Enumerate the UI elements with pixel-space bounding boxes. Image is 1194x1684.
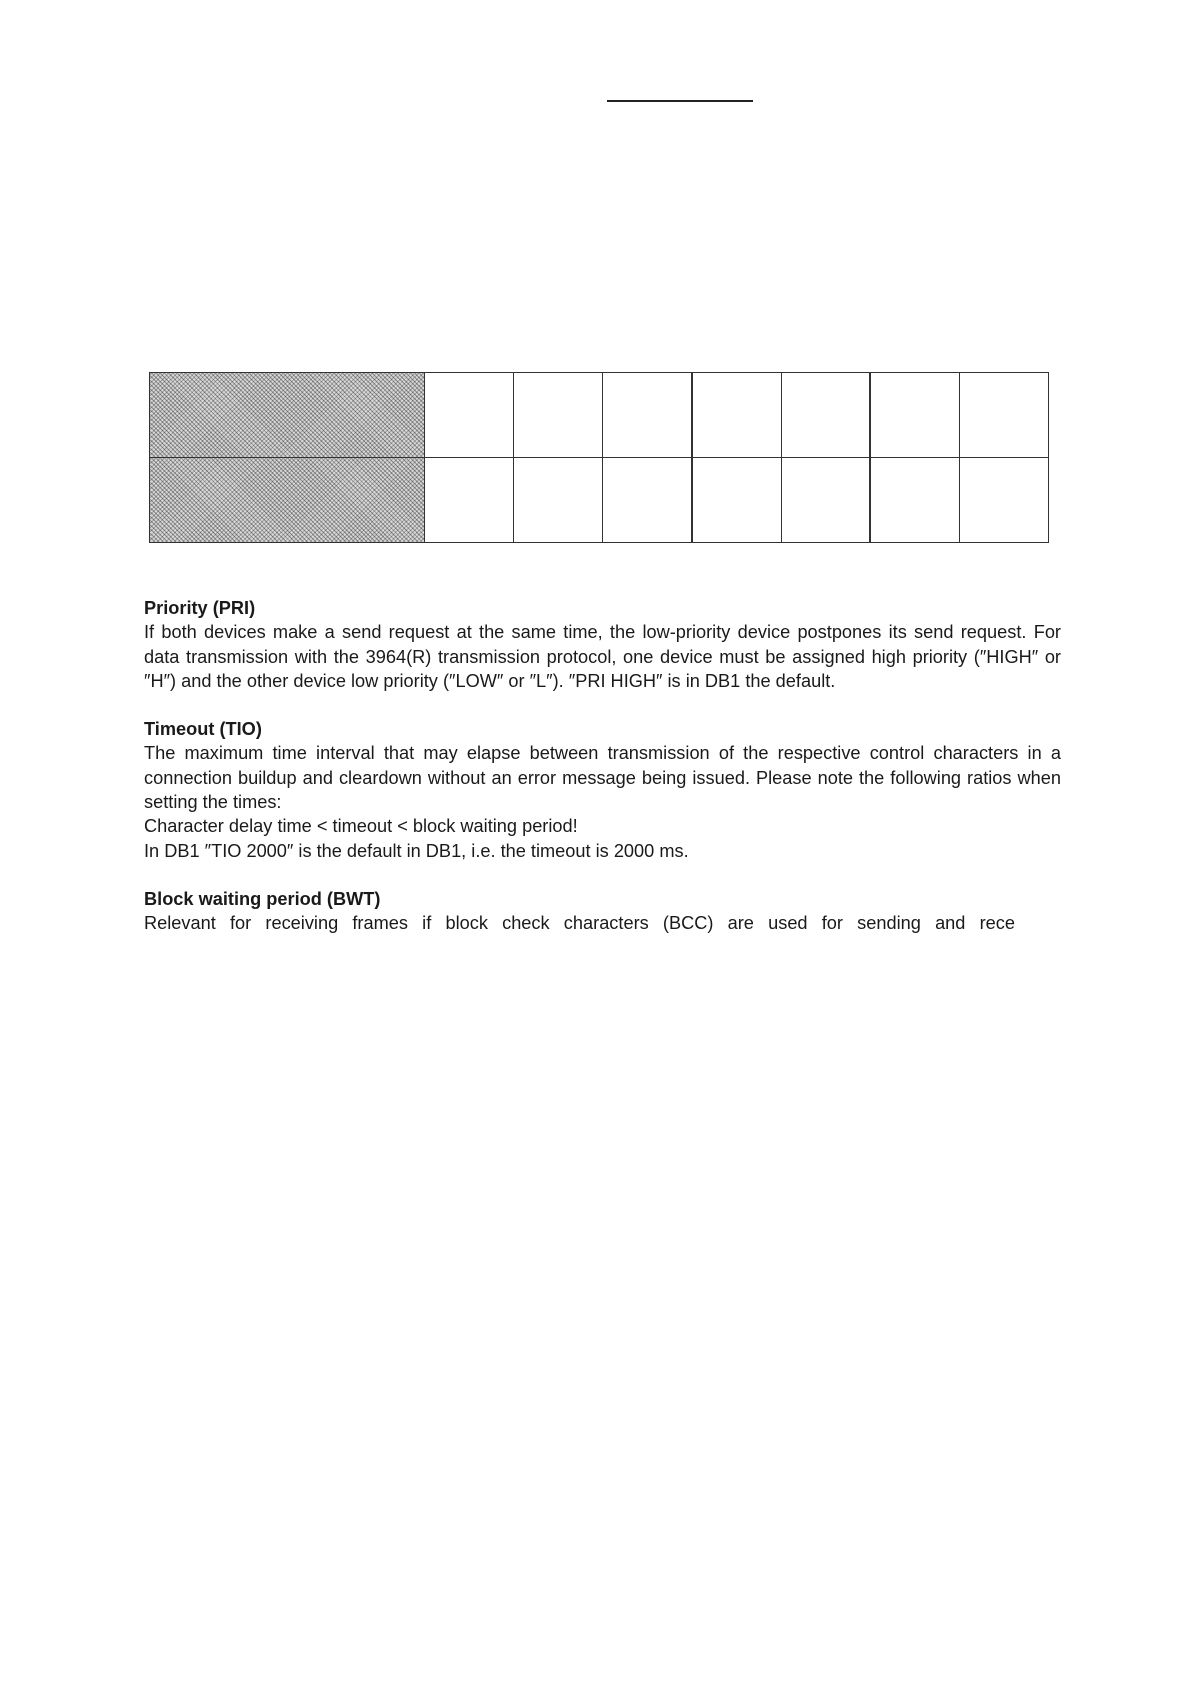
block-waiting-paragraph: Relevant for receiving frames if block check characters (BCC) are used for sending and rece bbox=[144, 913, 1015, 934]
block-waiting-heading: Block waiting period (BWT) bbox=[144, 888, 381, 909]
table-cell bbox=[425, 373, 514, 458]
table-row bbox=[150, 373, 1049, 458]
table-cell bbox=[781, 458, 870, 543]
table-cell bbox=[514, 373, 603, 458]
table-cell bbox=[425, 458, 514, 543]
timeout-section bbox=[144, 717, 1061, 863]
shaded-label-cell bbox=[150, 458, 425, 543]
table-cell bbox=[692, 373, 781, 458]
table-cell bbox=[603, 458, 692, 543]
table-row bbox=[150, 458, 1049, 543]
timeout-ratio-line: Character delay time < timeout < block waiting period! bbox=[144, 816, 578, 837]
table-cell bbox=[959, 458, 1048, 543]
timeout-default-line: In DB1 ″TIO 2000″ is the default in DB1, i.e. the timeout is 2000 ms. bbox=[144, 840, 689, 861]
shaded-label-cell bbox=[150, 373, 425, 458]
table-cell bbox=[781, 373, 870, 458]
table-cell bbox=[603, 373, 692, 458]
block-waiting-section bbox=[144, 887, 1061, 936]
top-rule bbox=[607, 100, 753, 102]
table-cell bbox=[870, 458, 959, 543]
parameter-table bbox=[149, 372, 1049, 543]
timeout-paragraph: The maximum time interval that may elapse between transmission of the respective control characters in a connection buildup and cleardown without an error message being issued. Please note the following ratios when setting the times: bbox=[144, 743, 1061, 813]
body-text bbox=[144, 596, 1061, 936]
priority-heading: Priority (PRI) bbox=[144, 598, 256, 618]
timeout-heading: Timeout (TIO) bbox=[144, 719, 262, 740]
table-cell bbox=[959, 373, 1048, 458]
priority-paragraph: If both devices make a send request at the same time, the low-priority device postpones its send request. For data transmission with the 3964(R) transmission protocol, one device must be assigned high priority (″HIGH″ or ″H″) and the other device low priority (″LOW″ or ″L″). ″PRI HIGH″ is in DB1 the default. bbox=[144, 622, 1061, 691]
table-cell bbox=[870, 373, 959, 458]
priority-section bbox=[144, 596, 1061, 693]
table-cell bbox=[514, 458, 603, 543]
table-cell bbox=[692, 458, 781, 543]
